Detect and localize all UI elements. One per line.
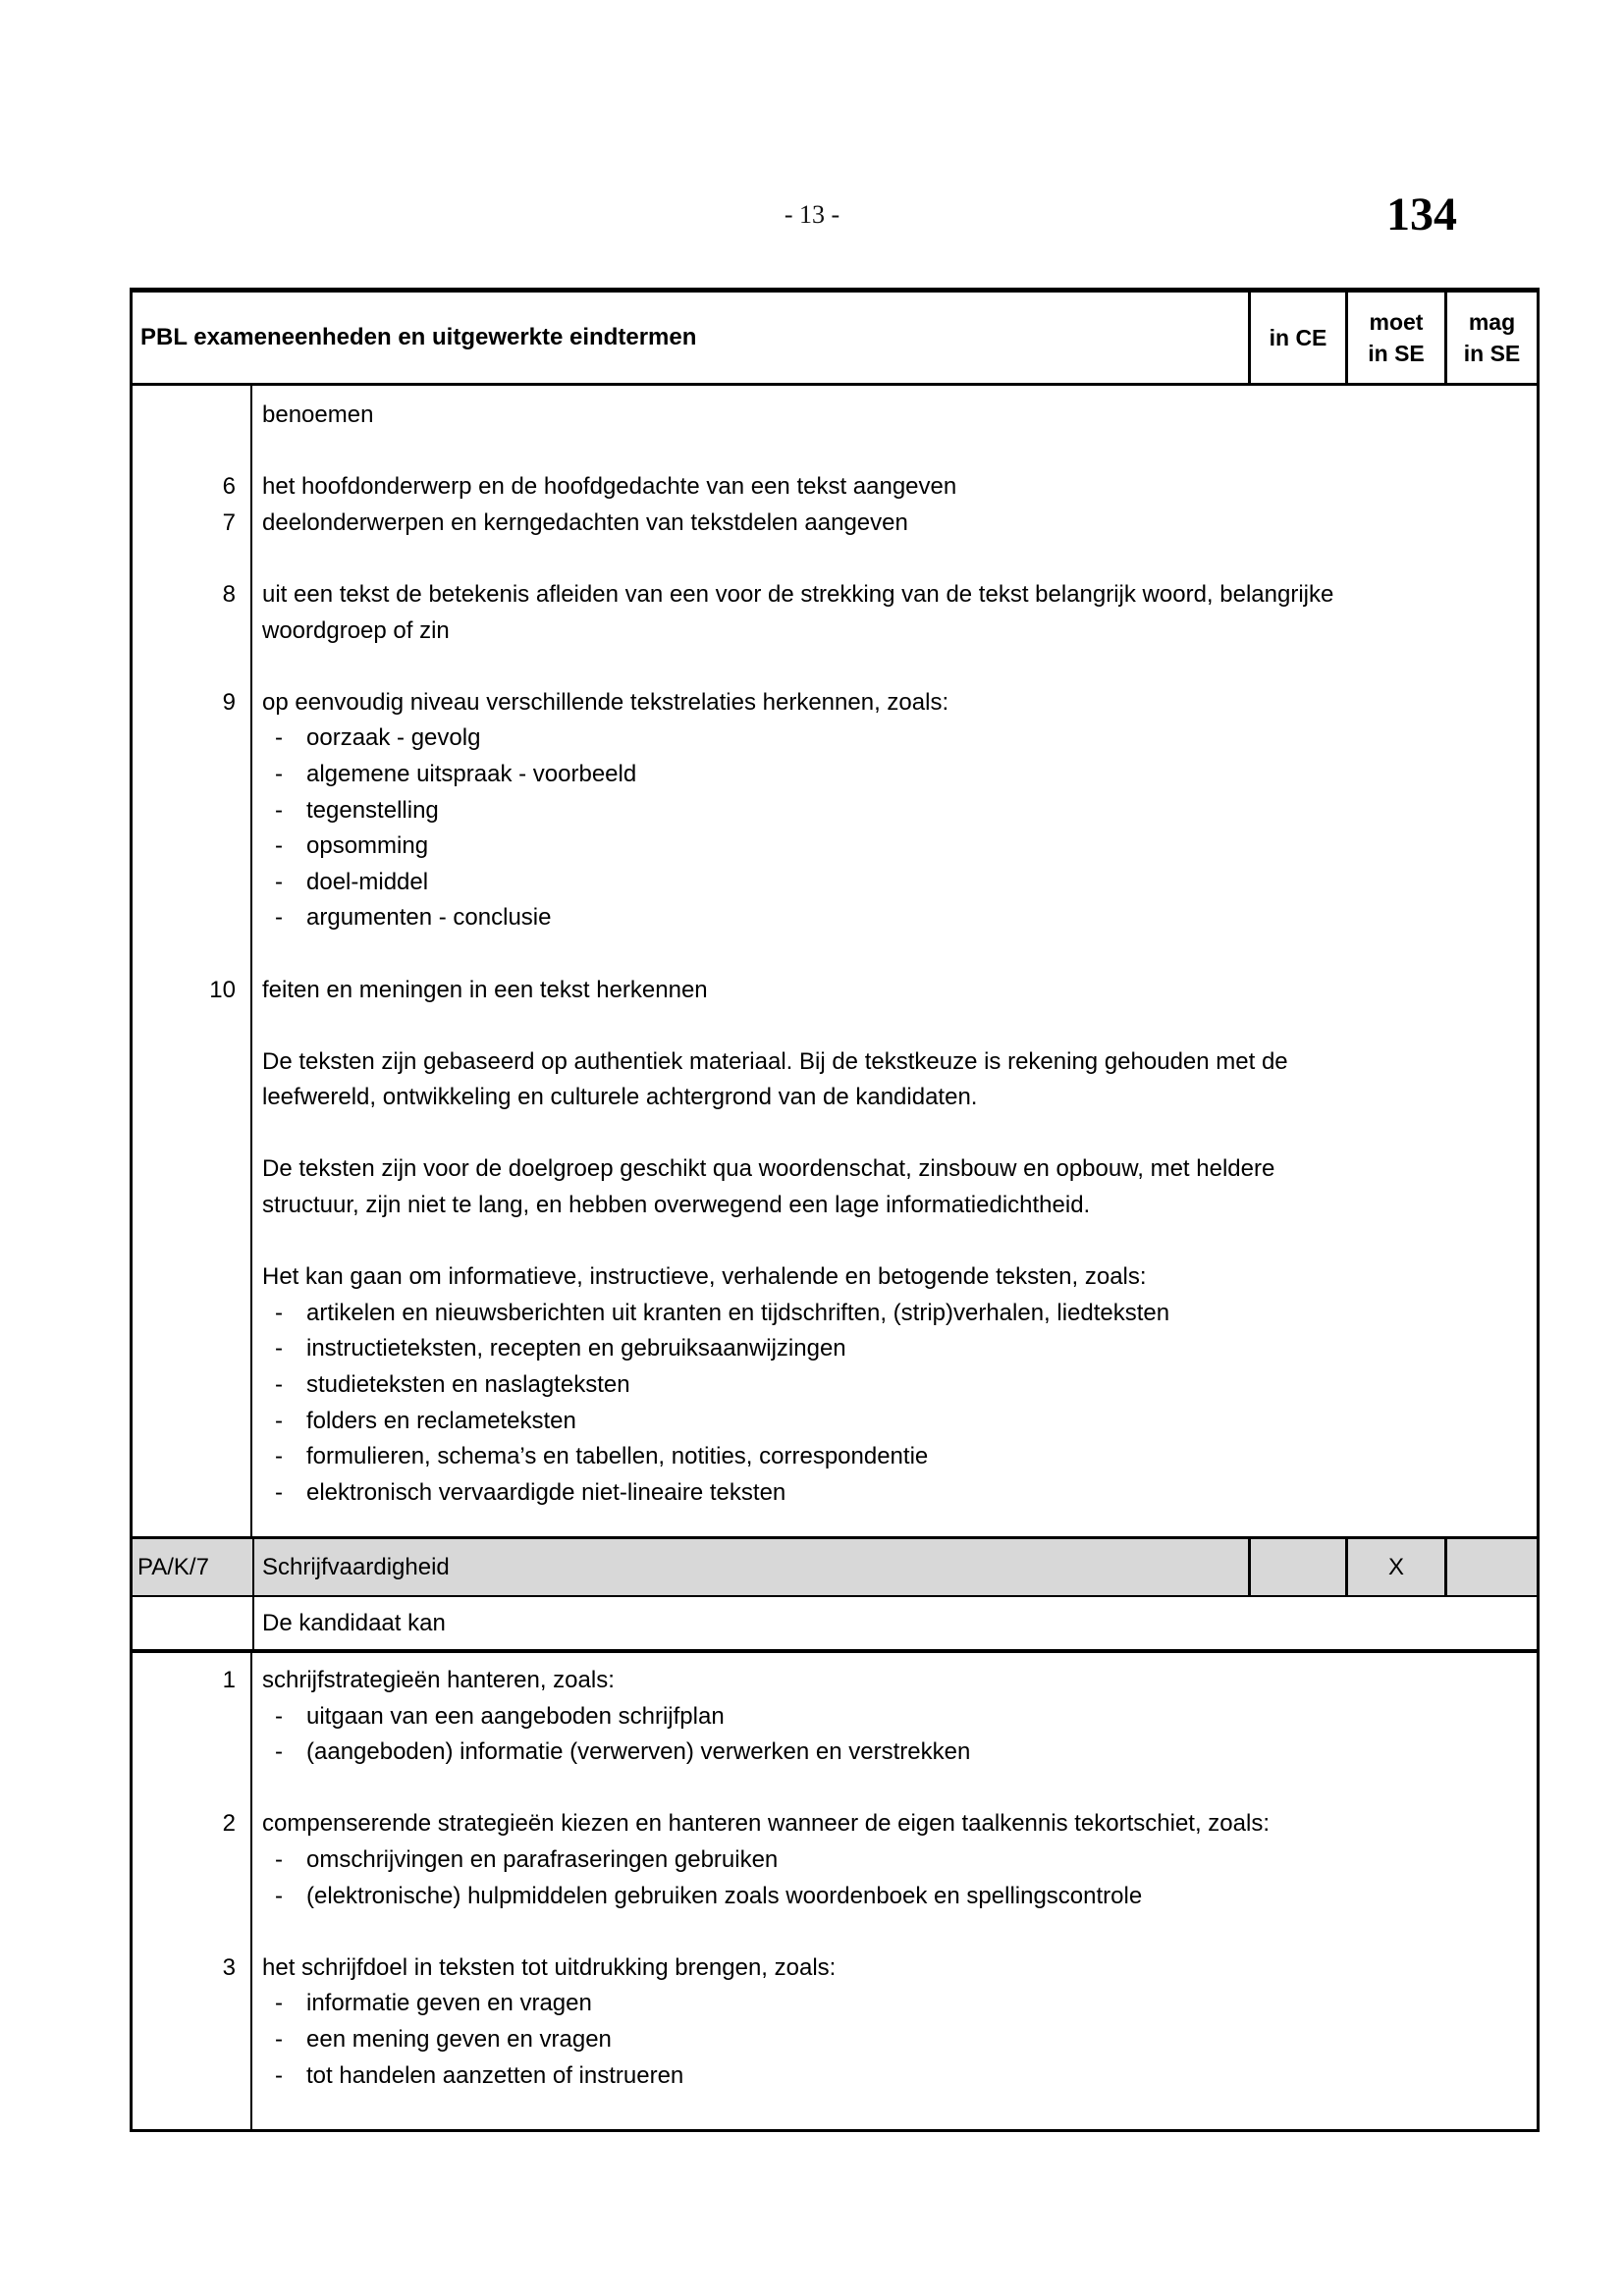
text-line: [133, 1259, 1537, 1296]
column-divider: [250, 386, 252, 1536]
eindterm-text: [262, 1296, 1169, 1332]
bullet-line: [133, 757, 1537, 793]
bullet-line: [133, 793, 1537, 829]
eindterm-text: [262, 757, 636, 793]
bullet-text: formulieren, schema’s en tabellen, notities, correspondentie: [306, 1443, 929, 1470]
eindterm-text: [262, 1439, 928, 1475]
bullet-line: [133, 1842, 1537, 1879]
bullet-dash: -: [275, 2025, 283, 2053]
bullet-dash: -: [275, 2061, 283, 2089]
eindterm-number: [133, 1151, 236, 1188]
bullet-line: [133, 2022, 1537, 2058]
eindterm-number: [133, 757, 236, 793]
eindterm-number: [133, 614, 236, 650]
text-line: [133, 1080, 1537, 1116]
bullet-dash: -: [275, 1882, 283, 1909]
eindterm-text: leefwereld, ontwikkeling en culturele achtergrond van de kandidaten.: [262, 1084, 978, 1111]
eindterm-number: [133, 1224, 236, 1260]
bullet-text: opsomming: [306, 832, 429, 860]
mag-label: mag: [1468, 309, 1516, 335]
blank-line: [133, 434, 1537, 470]
bullet-dash: -: [275, 1443, 283, 1470]
bullet-line: [133, 865, 1537, 901]
eindterm-number: [133, 2022, 236, 2058]
eindterm-text: [262, 2058, 683, 2095]
kandidaat-kan-cell: [252, 1597, 1537, 1649]
bullet-dash: -: [275, 1478, 283, 1506]
eindterm-number: 3: [222, 1953, 236, 1981]
bullet-dash: -: [275, 1299, 283, 1326]
eindterm-number: [133, 721, 236, 757]
blank-line: [133, 1116, 1537, 1152]
numbered-eindterm-line: [133, 1663, 1537, 1699]
numbered-eindterm-line: [133, 469, 1537, 506]
mag-in-se-label: in SE: [1463, 341, 1521, 366]
eindterm-number: [133, 1986, 236, 2022]
bullet-text: oorzaak - gevolg: [306, 724, 481, 752]
eindterm-number: [133, 1404, 236, 1440]
bullet-line: [133, 1475, 1537, 1512]
eindterm-number: [133, 1367, 236, 1404]
eindterm-text: [262, 2022, 612, 2058]
bullet-line: [133, 1735, 1537, 1771]
kandidaat-kan-text: De kandidaat kan: [262, 1609, 446, 1636]
eindterm-number: [133, 1914, 236, 1950]
eindterm-number: [133, 1188, 236, 1224]
bullet-line: [133, 1986, 1537, 2022]
eindtermen-section-2: [133, 1653, 1537, 2129]
moet-in-se-label: in SE: [1368, 341, 1425, 366]
stamped-page-number: 134: [1386, 188, 1457, 240]
column-header-in-ce: [1248, 293, 1345, 383]
eindterm-text: structuur, zijn niet te lang, en hebben overwegend een lage informatiedichtheid.: [262, 1192, 1091, 1219]
eindterm-text: Het kan gaan om informatieve, instructieve, verhalende en betogende teksten, zoals:: [262, 1263, 1147, 1291]
bullet-dash: -: [275, 724, 283, 752]
eindterm-number: 9: [222, 688, 236, 716]
eindterm-number: [133, 865, 236, 901]
exam-table: [130, 288, 1540, 2132]
bullet-dash: -: [275, 1990, 283, 2017]
blank-line: [133, 1771, 1537, 1807]
bullet-line: [133, 1404, 1537, 1440]
eindterm-text: compenserende strategieën kiezen en hanteren wanneer de eigen taalkennis tekortschiet, zoals:: [262, 1810, 1270, 1838]
bullet-text: (aangeboden) informatie (verwerven) verwerken en verstrekken: [306, 1738, 971, 1766]
bullet-text: doel-middel: [306, 868, 429, 895]
bullet-text: folders en reclameteksten: [306, 1407, 576, 1434]
exameneenheid-label-cell: [252, 1539, 1248, 1595]
eindterm-number: 2: [222, 1810, 236, 1838]
blank-line: [133, 936, 1537, 973]
bullet-text: tegenstelling: [306, 796, 439, 824]
bullet-text: omschrijvingen en parafraseringen gebruiken: [306, 1845, 779, 1873]
page-number: - 13 -: [784, 200, 840, 229]
eindterm-number: [133, 1842, 236, 1879]
table-title: PBL exameneenheden en uitgewerkte eindtermen: [140, 324, 697, 350]
eindterm-number: [133, 1475, 236, 1512]
eindterm-text: het hoofdonderwerp en de hoofdgedachte van een tekst aangeven: [262, 473, 957, 501]
eindterm-text: [262, 1842, 778, 1879]
blank-line: [133, 1008, 1537, 1044]
column-divider: [250, 1653, 252, 2129]
in-ce-cell: [1248, 1539, 1345, 1595]
bullet-text: informatie geven en vragen: [306, 1990, 592, 2017]
numbered-eindterm-line: [133, 577, 1537, 614]
eindterm-number: [133, 828, 236, 865]
eindterm-number: [133, 1771, 236, 1807]
bullet-line: [133, 1367, 1537, 1404]
eindterm-text: [262, 1735, 970, 1771]
text-line: [133, 1044, 1537, 1081]
bullet-text: studieteksten en naslagteksten: [306, 1371, 630, 1399]
bullet-text: een mening geven en vragen: [306, 2025, 612, 2053]
eindterm-number: [133, 1735, 236, 1771]
eindterm-text: op eenvoudig niveau verschillende tekstrelaties herkennen, zoals:: [262, 688, 949, 716]
eindterm-number: 10: [209, 976, 236, 1003]
eindterm-number: [133, 1439, 236, 1475]
eindterm-text: [262, 900, 551, 936]
eindterm-text: [262, 721, 480, 757]
eindterm-text: [262, 1879, 1142, 1915]
bullet-dash: -: [275, 832, 283, 860]
eindterm-text: deelonderwerpen en kerngedachten van tekstdelen aangeven: [262, 508, 908, 536]
blank-line: [133, 1914, 1537, 1950]
table-title-cell: [133, 293, 1248, 383]
moet-in-se-mark: X: [1387, 1553, 1404, 1580]
eindterm-number: [133, 1879, 236, 1915]
text-line: [133, 1188, 1537, 1224]
bullet-line: [133, 1296, 1537, 1332]
bullet-line: [133, 2058, 1537, 2095]
eindterm-number: 8: [222, 580, 236, 608]
eindterm-number: [133, 1296, 236, 1332]
eindterm-text: [262, 793, 439, 829]
bullet-dash: -: [275, 1371, 283, 1399]
eindterm-number: 1: [222, 1667, 236, 1693]
eindterm-number: [133, 1699, 236, 1735]
bullet-text: argumenten - conclusie: [306, 904, 552, 932]
bullet-line: [133, 828, 1537, 865]
bullet-line: [133, 1879, 1537, 1915]
eindtermen-section-1: [133, 386, 1537, 1539]
bullet-text: instructieteksten, recepten en gebruiksaanwijzingen: [306, 1335, 846, 1362]
numbered-eindterm-line: [133, 1950, 1537, 1987]
eindterm-number: [133, 936, 236, 973]
eindterm-number: [133, 649, 236, 685]
in-ce-label: in CE: [1269, 324, 1327, 350]
bullet-dash: -: [275, 868, 283, 895]
eindterm-text: [262, 865, 428, 901]
eindterm-text: [262, 1404, 576, 1440]
eindterm-text: feiten en meningen in een tekst herkennen: [262, 976, 708, 1003]
bullet-dash: -: [275, 1407, 283, 1434]
eindterm-text: woordgroep of zin: [262, 616, 450, 644]
column-header-moet-in-se: [1345, 293, 1444, 383]
blank-line: [133, 649, 1537, 685]
eindterm-text: De teksten zijn gebaseerd op authentiek materiaal. Bij de tekstkeuze is rekening gehouden met de: [262, 1047, 1288, 1075]
eindterm-number: [133, 1008, 236, 1044]
empty-code-cell: [133, 1597, 252, 1649]
bullet-line: [133, 1439, 1537, 1475]
eindterm-text: [262, 828, 428, 865]
bullet-text: tot handelen aanzetten of instrueren: [306, 2061, 684, 2089]
eindterm-text: De teksten zijn voor de doelgroep geschikt qua woordenschat, zinsbouw en opbouw, met heldere: [262, 1155, 1275, 1183]
eindterm-number: [133, 1044, 236, 1081]
eindterm-number: [133, 541, 236, 577]
eindterm-text: benoemen: [262, 401, 374, 428]
bullet-dash: -: [275, 1702, 283, 1730]
bullet-dash: -: [275, 1845, 283, 1873]
bullet-text: elektronisch vervaardigde niet-lineaire teksten: [306, 1478, 786, 1506]
text-line: [133, 398, 1537, 434]
numbered-eindterm-line: [133, 973, 1537, 1009]
eindterm-text: [262, 1986, 592, 2022]
eindterm-number: [133, 1331, 236, 1367]
bullet-dash: -: [275, 1738, 283, 1766]
kandidaat-kan-row: [133, 1597, 1537, 1653]
eindterm-text: [262, 1367, 630, 1404]
bullet-dash: -: [275, 904, 283, 932]
bullet-line: [133, 1331, 1537, 1367]
moet-in-se-cell: [1345, 1539, 1444, 1595]
bullet-text: uitgaan van een aangeboden schrijfplan: [306, 1702, 725, 1730]
column-header-mag-in-se: [1444, 293, 1537, 383]
eindterm-text: [262, 1699, 725, 1735]
eindterm-number: [133, 398, 236, 434]
eindterm-number: 7: [222, 508, 236, 536]
bullet-line: [133, 721, 1537, 757]
numbered-eindterm-line: [133, 1806, 1537, 1842]
blank-line: [133, 541, 1537, 577]
bullet-dash: -: [275, 1335, 283, 1362]
eindterm-number: [133, 2058, 236, 2095]
text-line: [133, 614, 1537, 650]
eindterm-text: uit een tekst de betekenis afleiden van een voor de strekking van de tekst belangrijk woord, belangrijke: [262, 580, 1334, 608]
bullet-text: (elektronische) hulpmiddelen gebruiken zoals woordenboek en spellingscontrole: [306, 1882, 1143, 1909]
eindterm-text: het schrijfdoel in teksten tot uitdrukking brengen, zoals:: [262, 1953, 837, 1981]
bullet-dash: -: [275, 796, 283, 824]
eindterm-number: [133, 900, 236, 936]
eindterm-text: schrijfstrategieën hanteren, zoals:: [262, 1667, 615, 1693]
exameneenheid-code-cell: [133, 1539, 252, 1595]
eindterm-text: [262, 1331, 846, 1367]
bullet-dash: -: [275, 760, 283, 787]
exameneenheid-label: Schrijfvaardigheid: [262, 1553, 450, 1580]
exameneenheid-row: [133, 1539, 1537, 1597]
table-header-row: [133, 293, 1537, 386]
text-line: [133, 1151, 1537, 1188]
eindterm-number: [133, 434, 236, 470]
eindterm-text: [262, 1475, 785, 1512]
bullet-line: [133, 900, 1537, 936]
eindterm-number: [133, 1080, 236, 1116]
mag-in-se-cell: [1444, 1539, 1537, 1595]
moet-label: moet: [1369, 309, 1424, 335]
bullet-text: artikelen en nieuwsberichten uit kranten en tijdschriften, (strip)verhalen, liedteksten: [306, 1299, 1170, 1326]
eindterm-number: [133, 793, 236, 829]
bullet-line: [133, 1699, 1537, 1735]
numbered-eindterm-line: [133, 506, 1537, 542]
numbered-eindterm-line: [133, 685, 1537, 721]
bullet-text: algemene uitspraak - voorbeeld: [306, 760, 637, 787]
eindterm-number: [133, 1259, 236, 1296]
eindterm-number: 6: [222, 473, 236, 501]
eindterm-number: [133, 1116, 236, 1152]
blank-line: [133, 1224, 1537, 1260]
exameneenheid-code: PA/K/7: [137, 1553, 209, 1580]
